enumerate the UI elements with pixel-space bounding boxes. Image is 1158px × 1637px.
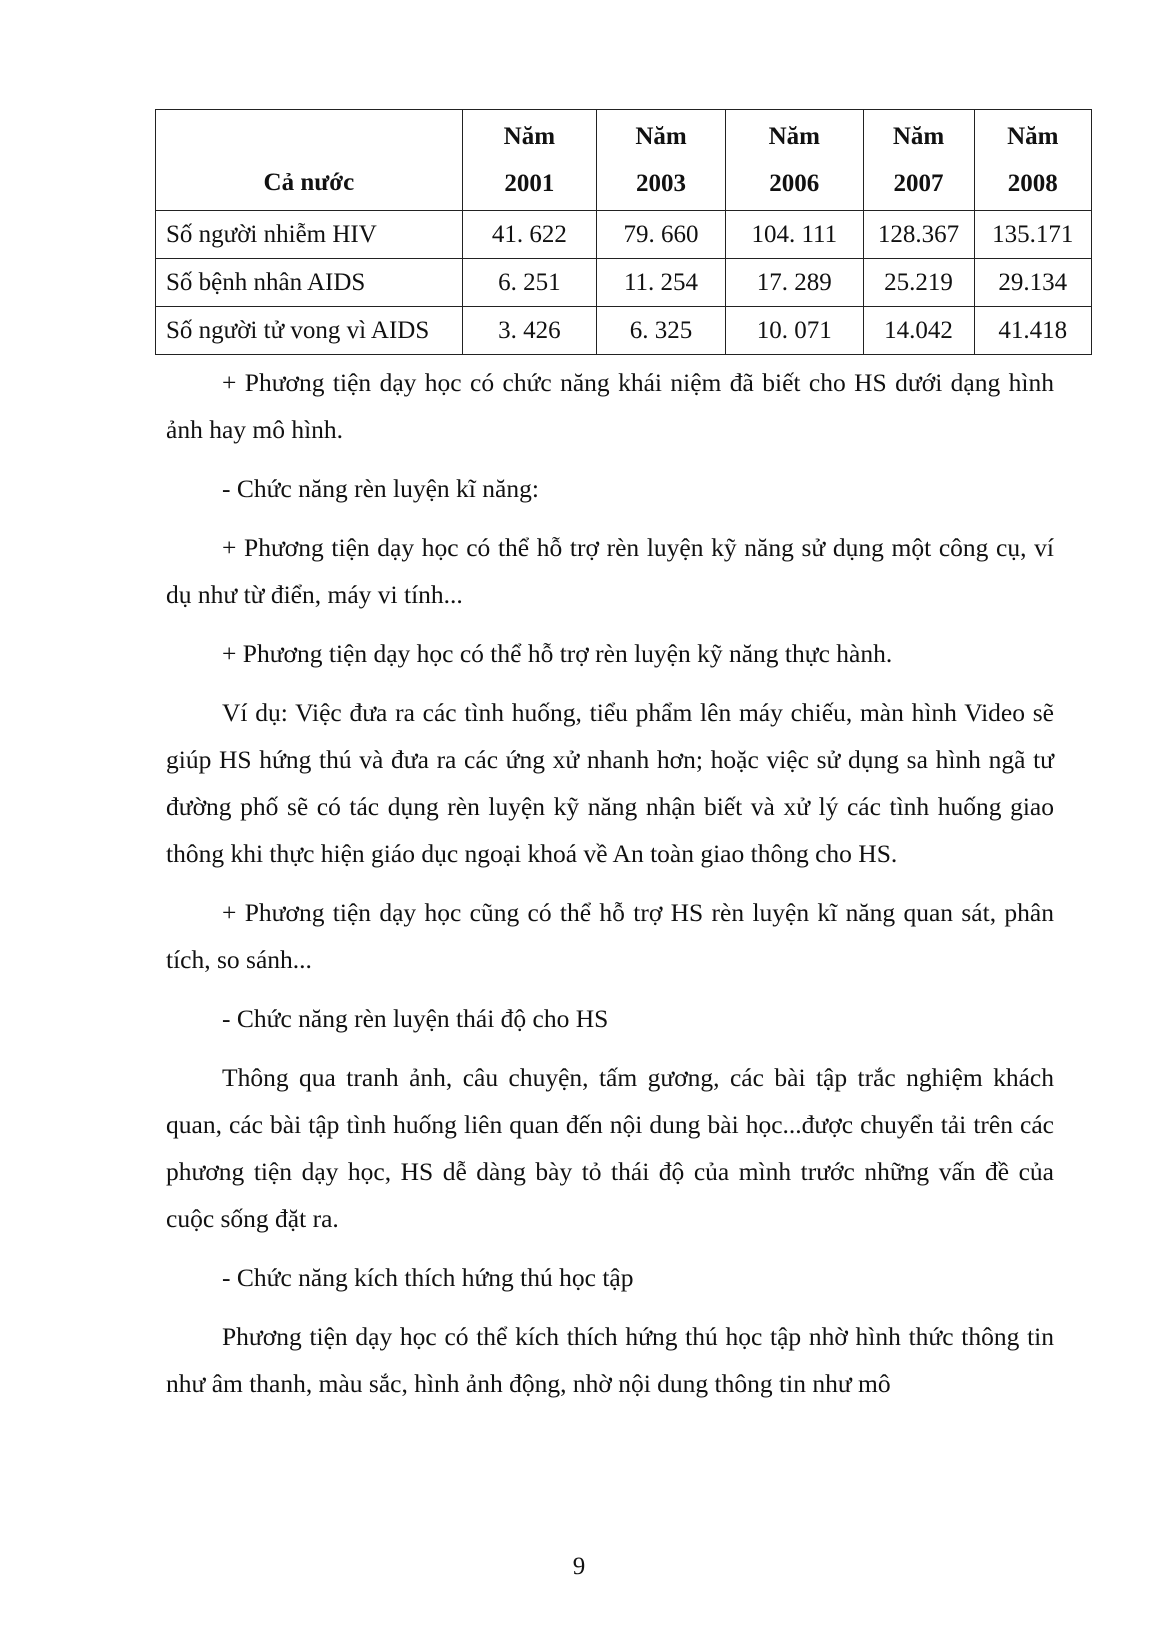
paragraph: - Chức năng rèn luyện kĩ năng:: [222, 474, 539, 503]
row-label: Số người tử vong vì AIDS: [156, 307, 463, 355]
table-cell: 11. 254: [597, 259, 726, 307]
paragraph: + Phương tiện dạy học cũng có thể hỗ trợ HS rèn luyện kĩ năng quan sát, phân tích, so sánh...: [166, 898, 1054, 974]
table-row: [156, 211, 1092, 259]
row-label: Số người nhiễm HIV: [156, 211, 463, 259]
table-cell: 6. 251: [462, 259, 596, 307]
paragraph: + Phương tiện dạy học có chức năng khái niệm đã biết cho HS dưới dạng hình ảnh hay mô hình.: [166, 368, 1054, 444]
page-number: 9: [572, 1553, 586, 1580]
table-cell: 41.418: [974, 307, 1091, 355]
table-cell: 29.134: [974, 259, 1091, 307]
paragraph: - Chức năng rèn luyện thái độ cho HS: [222, 1004, 609, 1033]
table-cell: 25.219: [863, 259, 974, 307]
year-header: Năm 2001: [462, 110, 596, 211]
year-header: Năm 2003: [597, 110, 726, 211]
paragraph: Phương tiện dạy học có thể kích thích hứng thú học tập nhờ hình thức thông tin như âm thanh, màu sắc, hình ảnh động, nhờ nội dung thông tin như mô: [166, 1322, 1054, 1398]
paragraph: - Chức năng kích thích hứng thú học tập: [222, 1263, 634, 1292]
table-cell: 14.042: [863, 307, 974, 355]
row-label: Số bệnh nhân AIDS: [156, 259, 463, 307]
table-header-row: [156, 110, 1092, 211]
table-corner-header: Cả nước: [156, 110, 463, 211]
table-cell: 10. 071: [726, 307, 863, 355]
paragraph: + Phương tiện dạy học có thể hỗ trợ rèn luyện kỹ năng thực hành.: [222, 639, 893, 668]
table-cell: 135.171: [974, 211, 1091, 259]
table-cell: 17. 289: [726, 259, 863, 307]
table-cell: 6. 325: [597, 307, 726, 355]
table-cell: 104. 111: [726, 211, 863, 259]
paragraph: Thông qua tranh ảnh, câu chuyện, tấm gương, các bài tập trắc nghiệm khách quan, các bài tập tình huống liên quan đến nội dung bài học...được chuyển tải trên các phương tiện dạy học, HS dễ dàng bày tỏ thái độ của mình trước những vấn đề của cuộc sống đặt ra.: [166, 1063, 1054, 1233]
table-row: [156, 259, 1092, 307]
table-row: [156, 307, 1092, 355]
table-cell: 79. 660: [597, 211, 726, 259]
paragraph: Ví dụ: Việc đưa ra các tình huống, tiểu phẩm lên máy chiếu, màn hình Video sẽ giúp HS hứng thú và đưa ra các ứng xử nhanh hơn; hoặc việc sử dụng sa hình ngã tư đường phố sẽ có tác dụng rèn luyện kỹ năng nhận biết và xử lý các tình huống giao thông khi thực hiện giáo dục ngoại khoá về An toàn giao thông cho HS.: [166, 698, 1054, 868]
table-cell: 3. 426: [462, 307, 596, 355]
year-header: Năm 2008: [974, 110, 1091, 211]
year-header: Năm 2007: [863, 110, 974, 211]
table-cell: 41. 622: [462, 211, 596, 259]
table-cell: 128.367: [863, 211, 974, 259]
paragraph: + Phương tiện dạy học có thể hỗ trợ rèn luyện kỹ năng sử dụng một công cụ, ví dụ như từ điển, máy vi tính...: [166, 533, 1054, 609]
body-text: [166, 359, 1054, 1419]
hiv-statistics-table: [155, 109, 1092, 355]
year-header: Năm 2006: [726, 110, 863, 211]
